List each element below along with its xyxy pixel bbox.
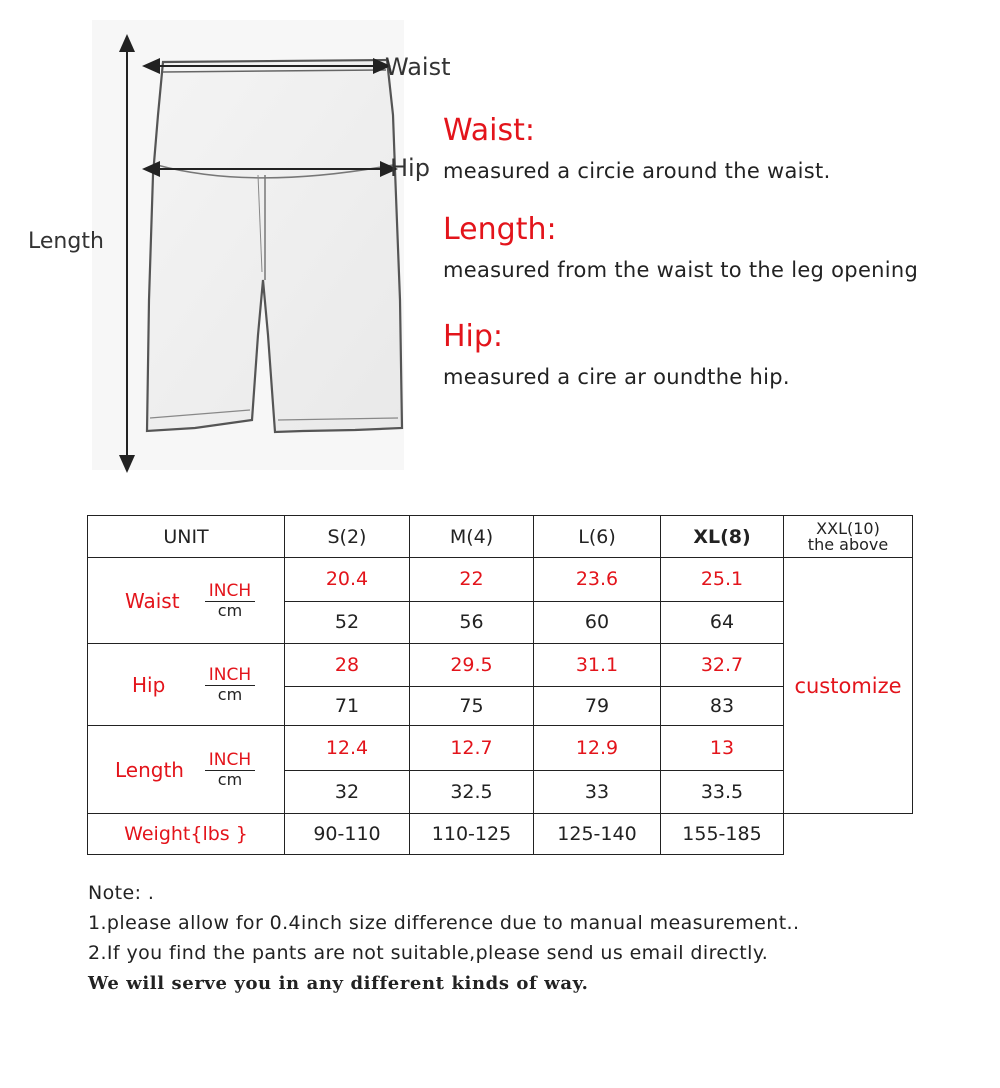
size-header-s: S(2) xyxy=(285,516,410,558)
unit-header: UNIT xyxy=(88,516,285,558)
cm-label: cm xyxy=(217,684,243,704)
customize-cell: customize xyxy=(784,558,913,814)
waist-inch-s: 20.4 xyxy=(285,558,410,602)
waist-inch-m: 22 xyxy=(410,558,534,602)
table-row xyxy=(88,558,913,602)
weight-label: Weight{lbs } xyxy=(88,814,285,855)
hip-cm-l: 79 xyxy=(534,686,661,725)
hip-inch-l: 31.1 xyxy=(534,644,661,687)
length-inch-m: 12.7 xyxy=(410,726,534,771)
weight-l: 125-140 xyxy=(534,814,661,855)
waist-cm-s: 52 xyxy=(285,601,410,644)
hip-def-title: Hip: xyxy=(443,319,504,354)
hip-inch-m: 29.5 xyxy=(410,644,534,687)
note-line-3: We will serve you in any different kinds of way. xyxy=(88,973,589,994)
inch-label: INCH xyxy=(205,582,255,602)
cm-label: cm xyxy=(217,600,243,620)
length-def-title: Length: xyxy=(443,212,557,247)
waist-inch-l: 23.6 xyxy=(534,558,661,602)
hip-cm-xl: 83 xyxy=(661,686,784,725)
length-inch-xl: 13 xyxy=(661,726,784,771)
hip-row-label xyxy=(88,644,285,726)
note-line-2: 2.If you find the pants are not suitable,please send us email directly. xyxy=(88,942,769,964)
length-cm-m: 32.5 xyxy=(410,770,534,814)
xxl-line1: XXL(10) xyxy=(816,518,880,538)
size-header-xl: XL(8) xyxy=(661,516,784,558)
waist-cm-xl: 64 xyxy=(661,601,784,644)
hip-unit-fraction xyxy=(205,666,255,704)
length-cm-xl: 33.5 xyxy=(661,770,784,814)
table-row xyxy=(88,814,913,855)
waist-cm-m: 56 xyxy=(410,601,534,644)
hip-inch-s: 28 xyxy=(285,644,410,687)
hip-name: Hip xyxy=(132,672,166,697)
waist-def-text: measured a circie around the waist. xyxy=(443,159,831,183)
shorts-outline xyxy=(147,60,402,432)
waist-def-title: Waist: xyxy=(443,113,535,148)
inch-label: INCH xyxy=(205,751,255,771)
note-heading: Note: . xyxy=(88,882,155,904)
waist-cm-l: 60 xyxy=(534,601,661,644)
size-header-l: L(6) xyxy=(534,516,661,558)
table-header-row xyxy=(88,516,913,558)
waist-name: Waist xyxy=(125,588,180,613)
weight-xl: 155-185 xyxy=(661,814,784,855)
length-row-label xyxy=(88,726,285,814)
size-header-m: M(4) xyxy=(410,516,534,558)
length-name: Length xyxy=(115,757,184,782)
waist-inch-xl: 25.1 xyxy=(661,558,784,602)
length-cm-s: 32 xyxy=(285,770,410,814)
hip-cm-m: 75 xyxy=(410,686,534,725)
diagram-waist-label: Waist xyxy=(385,53,451,81)
inch-label: INCH xyxy=(205,666,255,686)
length-inch-s: 12.4 xyxy=(285,726,410,771)
weight-s: 90-110 xyxy=(285,814,410,855)
waist-row-label xyxy=(88,558,285,644)
hip-def-text: measured a cire ar oundthe hip. xyxy=(443,365,790,389)
size-chart-table xyxy=(87,515,913,855)
cm-label: cm xyxy=(217,769,243,789)
length-cm-l: 33 xyxy=(534,770,661,814)
hip-cm-s: 71 xyxy=(285,686,410,725)
weight-m: 110-125 xyxy=(410,814,534,855)
diagram-length-label: Length xyxy=(28,229,104,254)
size-header-xxl xyxy=(784,516,913,558)
length-unit-fraction xyxy=(205,751,255,789)
note-line-1: 1.please allow for 0.4inch size difference due to manual measurement.. xyxy=(88,912,800,934)
diagram-hip-label: Hip xyxy=(390,154,430,182)
waist-unit-fraction xyxy=(205,582,255,620)
xxl-line2: the above xyxy=(807,534,889,554)
length-inch-l: 12.9 xyxy=(534,726,661,771)
hip-inch-xl: 32.7 xyxy=(661,644,784,687)
length-def-text: measured from the waist to the leg opening xyxy=(443,258,919,282)
